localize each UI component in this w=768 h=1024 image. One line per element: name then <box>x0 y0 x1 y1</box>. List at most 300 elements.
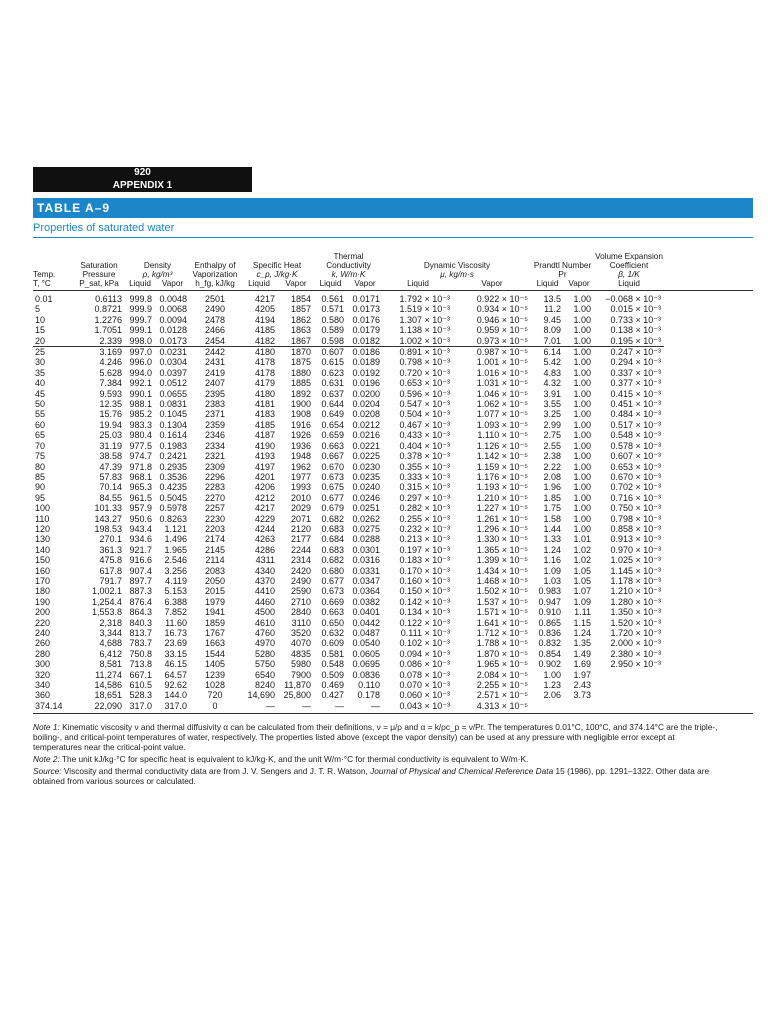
cell-k-vapor: 0.0487 <box>352 628 380 638</box>
cell-k-liquid: 0.598 <box>314 336 347 347</box>
cell-pr-vapor: 1.00 <box>573 492 591 503</box>
cell-cp-liquid: 4183 <box>254 409 275 420</box>
cell-mu-liquid: 0.170 × 10⁻³ <box>399 565 450 576</box>
cell-density-vapor: 6.388 <box>164 596 187 607</box>
cell-mu-vapor: 1.641 × 10⁻⁵ <box>476 617 528 628</box>
cell-beta-liquid: 1.350 × 10⁻³ <box>610 607 661 618</box>
cell-temp: 5 <box>35 304 41 315</box>
cell-cp-vapor: 1854 <box>290 294 311 304</box>
cell-hfg: 2270 <box>204 492 226 503</box>
cell-temp: 35 <box>35 367 46 378</box>
cell-pr-vapor: 1.49 <box>573 648 591 659</box>
cell-cp-vapor: 2010 <box>290 492 311 503</box>
pr-vapor-label: Vapor <box>568 279 590 288</box>
table-notes <box>33 722 723 786</box>
cell-k-vapor: 0.0836 <box>352 669 380 680</box>
cell-density-vapor: 0.1983 <box>159 440 187 451</box>
cell-k-liquid: 0.637 <box>321 388 344 399</box>
cell-density-liquid: 934.6 <box>129 534 152 545</box>
cell-hfg: 2419 <box>204 367 226 378</box>
cell-pr-vapor: 1.07 <box>573 586 591 597</box>
cell-k-liquid: 0.509 <box>321 669 344 680</box>
cell-beta-liquid: 1.178 × 10⁻³ <box>610 575 661 586</box>
cell-beta-liquid: 0.607 × 10⁻³ <box>610 451 661 462</box>
cell-density-liquid: 713.8 <box>129 659 152 670</box>
cell-psat: 4.246 <box>99 357 122 368</box>
cell-cp-vapor: 1926 <box>290 430 311 441</box>
cell-hfg: 2296 <box>204 471 226 482</box>
cell-cp-vapor: 4835 <box>290 648 311 659</box>
cell-k-vapor: 0.0251 <box>352 503 380 514</box>
cell-mu-liquid: 0.043 × 10⁻³ <box>399 700 450 711</box>
cell-mu-liquid: 0.653 × 10⁻³ <box>399 378 450 389</box>
cell-psat: 11,274 <box>95 669 122 680</box>
cell-cp-vapor: 1870 <box>290 347 311 358</box>
cell-beta-liquid: 0.548 × 10⁻³ <box>610 430 661 441</box>
cell-k-vapor: 0.0225 <box>352 451 380 462</box>
cell-mu-vapor: 2.255 × 10⁻⁵ <box>476 680 528 691</box>
cell-mu-vapor: 0.959 × 10⁻⁵ <box>476 325 528 336</box>
cell-cp-vapor: 1908 <box>290 409 311 420</box>
cell-hfg: 2145 <box>204 544 226 555</box>
cell-k-vapor: 0.0171 <box>352 294 380 304</box>
cell-psat: 1,553.8 <box>91 607 122 618</box>
cell-beta-liquid: 1.720 × 10⁻³ <box>610 628 661 638</box>
cell-mu-vapor: 1.468 × 10⁻⁵ <box>476 575 528 586</box>
temp-header <box>33 270 73 279</box>
cell-temp: 180 <box>35 586 51 597</box>
cell-cp-vapor: 1875 <box>290 357 311 368</box>
cell-psat: 791.7 <box>99 575 122 586</box>
cell-density-vapor: 64.57 <box>164 669 187 680</box>
cell-k-vapor: 0.0442 <box>352 617 380 628</box>
psat-header <box>73 261 125 279</box>
cell-pr-liquid: 1.03 <box>543 575 561 586</box>
cp-header <box>240 261 314 279</box>
cell-mu-vapor: 0.922 × 10⁻⁵ <box>476 294 528 304</box>
cell-cp-vapor: 2314 <box>290 555 311 566</box>
enthalpy-unit: h_fg, kJ/kg <box>195 279 235 288</box>
cell-cp-vapor: 1857 <box>290 304 311 315</box>
cell-temp: 240 <box>35 628 51 638</box>
table-title: TABLE A–9 <box>33 198 753 218</box>
cell-hfg: 1028 <box>204 680 226 691</box>
cell-pr-vapor: 1.35 <box>573 638 591 649</box>
cell-k-liquid: 0.427 <box>321 690 344 701</box>
cell-density-liquid: 977.5 <box>129 440 152 451</box>
cell-pr-liquid: 0.910 <box>538 607 561 618</box>
cell-cp-vapor: 2490 <box>290 575 311 586</box>
cell-cp-vapor: 1962 <box>290 461 311 472</box>
cell-cp-vapor: 5980 <box>290 659 311 670</box>
cell-psat: 15.76 <box>99 409 122 420</box>
cell-temp: 100 <box>35 503 51 514</box>
table-subtitle: Properties of saturated water <box>33 222 175 234</box>
cell-k-vapor: 0.0186 <box>352 347 380 358</box>
cell-density-liquid: 750.8 <box>129 648 152 659</box>
cell-mu-vapor: 1.031 × 10⁻⁵ <box>476 378 528 389</box>
note-2 <box>33 754 723 764</box>
cell-mu-vapor: 1.062 × 10⁻⁵ <box>476 399 528 410</box>
cell-density-liquid: 999.8 <box>129 294 152 304</box>
cell-psat: 57.83 <box>99 471 122 482</box>
cell-cp-vapor: 2244 <box>290 544 311 555</box>
cell-pr-vapor: 1.00 <box>573 357 591 368</box>
cell-pr-liquid: 9.45 <box>543 314 561 325</box>
cell-cp-liquid: 4340 <box>254 565 275 576</box>
document-page <box>33 167 753 788</box>
cell-hfg: 2501 <box>204 294 226 304</box>
cell-cp-liquid: 4178 <box>254 357 275 368</box>
cell-cp-vapor: 1900 <box>290 399 311 410</box>
cell-beta-liquid: 1.145 × 10⁻³ <box>610 565 661 576</box>
cell-density-liquid: 957.9 <box>129 503 152 514</box>
cell-cp-liquid: 4181 <box>254 399 275 410</box>
cell-density-vapor: 4.119 <box>165 575 187 586</box>
cell-cp-liquid: 4410 <box>254 586 275 597</box>
cell-density-vapor: 317.0 <box>164 700 187 711</box>
cell-density-liquid: 961.5 <box>129 492 152 503</box>
cell-beta-liquid: 0.015 × 10⁻³ <box>610 304 661 315</box>
cell-k-liquid: 0.677 <box>321 575 344 586</box>
cell-temp: 15 <box>35 325 46 336</box>
cell-k-liquid: 0.679 <box>321 503 344 514</box>
cell-mu-liquid: 0.547 × 10⁻³ <box>399 399 450 410</box>
cell-k-vapor: 0.0196 <box>352 378 380 389</box>
cell-mu-liquid: 0.232 × 10⁻³ <box>399 523 450 534</box>
cell-pr-liquid: 5.42 <box>543 357 561 368</box>
cell-mu-liquid: 0.134 × 10⁻³ <box>399 607 450 618</box>
cell-beta-liquid: 0.670 × 10⁻³ <box>610 471 661 482</box>
cell-cp-vapor: 1977 <box>290 471 311 482</box>
cell-beta-liquid: 1.210 × 10⁻³ <box>610 586 661 597</box>
cell-pr-liquid: 0.983 <box>538 586 561 597</box>
cell-density-liquid: 994.0 <box>129 367 152 378</box>
cell-mu-liquid: 0.891 × 10⁻³ <box>399 347 450 358</box>
cell-mu-vapor: 1.571 × 10⁻⁵ <box>476 607 528 618</box>
cell-pr-liquid: 0.865 <box>538 617 561 628</box>
cell-pr-liquid: 6.14 <box>543 347 561 358</box>
cell-mu-liquid: 0.078 × 10⁻³ <box>399 669 450 680</box>
cell-cp-liquid: 4179 <box>254 378 275 389</box>
cell-beta-liquid: 0.750 × 10⁻³ <box>610 503 661 514</box>
cell-psat: 0.6113 <box>95 294 122 304</box>
cell-temp: 80 <box>35 461 46 472</box>
cell-temp: 55 <box>35 409 46 420</box>
cell-hfg: 2407 <box>204 378 226 389</box>
cell-density-vapor: 0.0094 <box>159 314 187 325</box>
cell-mu-liquid: 0.086 × 10⁻³ <box>399 659 450 670</box>
cp-liquid-label: Liquid <box>248 279 270 288</box>
cell-cp-vapor: 2710 <box>290 596 311 607</box>
cell-mu-vapor: 1.537 × 10⁻⁵ <box>476 596 528 607</box>
cell-mu-vapor: 1.965 × 10⁻⁵ <box>476 659 528 670</box>
cell-beta-liquid: 1.025 × 10⁻³ <box>610 555 661 566</box>
cell-density-vapor: 0.0128 <box>159 325 187 336</box>
cell-k-vapor: 0.0605 <box>352 648 380 659</box>
cell-cp-liquid: 4217 <box>254 294 275 304</box>
cell-cp-liquid: 4178 <box>254 367 275 378</box>
cell-density-liquid: 921.7 <box>129 544 152 555</box>
cell-k-liquid: 0.682 <box>321 555 344 566</box>
cell-beta-liquid <box>594 690 664 700</box>
cell-hfg: 2466 <box>204 325 226 336</box>
cell-temp: 40 <box>35 378 46 389</box>
cell-mu-vapor: 1.788 × 10⁻⁵ <box>476 638 528 649</box>
cell-mu-vapor: 0.987 × 10⁻⁵ <box>476 347 528 358</box>
cell-cp-liquid: 14,690 <box>247 690 275 701</box>
cell-k-vapor: — <box>371 700 380 711</box>
cell-temp: 90 <box>35 482 46 493</box>
cell-density-vapor: 0.5978 <box>159 503 187 514</box>
cell-psat: 70.14 <box>99 482 122 493</box>
cell-cp-liquid: 4212 <box>254 492 275 503</box>
cell-psat: 4,688 <box>99 638 122 649</box>
cell-mu-liquid: 0.282 × 10⁻³ <box>399 503 450 514</box>
cell-mu-liquid: 0.122 × 10⁻³ <box>399 617 450 628</box>
cell-k-liquid: 0.632 <box>321 628 344 638</box>
cell-density-liquid: 997.0 <box>129 347 152 358</box>
cell-pr-vapor: 1.02 <box>573 555 591 566</box>
cell-cp-vapor: 1993 <box>290 482 311 493</box>
cell-cp-vapor: 11,870 <box>284 680 311 691</box>
cell-pr-vapor: 1.00 <box>573 399 591 410</box>
cell-cp-liquid: 4286 <box>254 544 275 555</box>
cell-pr-liquid: 3.91 <box>543 388 561 399</box>
cell-temp: 20 <box>33 336 73 347</box>
cell-pr-vapor: 1.00 <box>573 347 591 358</box>
cell-k-liquid: 0.670 <box>321 461 344 472</box>
cell-hfg: 0 <box>212 700 218 711</box>
cell-beta-liquid: 0.517 × 10⁻³ <box>610 419 661 430</box>
cell-mu-vapor: 1.126 × 10⁻⁵ <box>476 440 528 451</box>
density-unit: ρ, kg/m³ <box>142 270 173 279</box>
density-header <box>125 261 190 279</box>
cell-temp: 374.14 <box>35 700 63 711</box>
cell-density-vapor: 0.1045 <box>159 409 187 420</box>
cell-density-liquid: 783.7 <box>129 638 152 649</box>
cell-k-vapor: 0.0230 <box>352 461 380 472</box>
cell-beta-liquid: −0.068 × 10⁻³ <box>605 294 661 304</box>
cell-k-vapor: 0.0176 <box>352 314 380 325</box>
cell-cp-liquid: 4460 <box>254 596 275 607</box>
cell-beta-liquid: 0.733 × 10⁻³ <box>610 314 661 325</box>
cell-hfg: 2309 <box>204 461 226 472</box>
cell-k-liquid: 0.589 <box>321 325 344 336</box>
cell-k-vapor: 0.0316 <box>352 555 380 566</box>
cell-beta-liquid: 0.337 × 10⁻³ <box>610 367 661 378</box>
cell-density-vapor: 0.8263 <box>159 513 187 524</box>
cell-k-vapor: 0.0331 <box>352 565 380 576</box>
cell-pr-liquid: 1.24 <box>543 544 561 555</box>
cell-beta-liquid <box>594 680 664 690</box>
cell-pr-liquid: 1.75 <box>543 503 561 514</box>
cell-cp-vapor: 1948 <box>290 451 311 462</box>
cell-pr-vapor: 2.43 <box>573 680 591 691</box>
cell-cp-liquid: 4217 <box>254 503 275 514</box>
cell-k-liquid: 0.623 <box>321 367 344 378</box>
psat-header-label: Saturation Pressure <box>80 261 118 279</box>
cell-cp-vapor: 1916 <box>290 419 311 430</box>
cell-psat: 2.339 <box>73 336 125 347</box>
cell-cp-liquid: 4970 <box>254 638 275 649</box>
cell-cp-vapor: 2177 <box>290 534 311 545</box>
cell-beta-liquid: 1.520 × 10⁻³ <box>610 617 661 628</box>
pr-header-label: Prandtl Number <box>533 261 592 270</box>
cell-density-vapor: 16.73 <box>164 628 187 638</box>
cell-pr-liquid: 1.96 <box>543 482 561 493</box>
cell-pr-liquid: 4.83 <box>543 367 561 378</box>
note-1-text: Kinematic viscosity ν and thermal diffusivity α can be calculated from their definitions, ν = μ/ρ and α = k/ρc_p = ν/Pr. The temperatures 0.01°C, 100°C, and 374.14°C are the triple-, boiling-, and critical-point temperatures of water, respectively. The properties listed above (except the vapor density) can be used at any pressure with negligible error except at temperatures near the critical-point value. <box>33 722 718 753</box>
cell-cp-liquid: 4244 <box>254 523 275 534</box>
cp-header-label: Specific Heat <box>252 261 302 270</box>
cell-pr-vapor: 1.09 <box>573 596 591 607</box>
cell-k-vapor: 0.0288 <box>352 534 380 545</box>
cell-cp-liquid: 4500 <box>254 607 275 618</box>
cell-temp: 280 <box>35 648 51 659</box>
cell-hfg: 1979 <box>204 596 226 607</box>
density-liquid-label: Liquid <box>129 279 151 288</box>
cell-hfg: 2015 <box>204 586 226 597</box>
cell-pr-liquid: 2.75 <box>543 430 561 441</box>
cell-cp-liquid: 4311 <box>255 555 275 566</box>
cell-cp-liquid: 4180 <box>254 388 275 399</box>
cell-pr-vapor: 1.00 <box>573 461 591 472</box>
cell-cp-liquid: 4187 <box>254 430 275 441</box>
cell-k-liquid: 0.673 <box>321 586 344 597</box>
cell-temp: 25 <box>35 347 46 358</box>
cell-k-liquid: 0.571 <box>321 304 344 315</box>
cell-mu-vapor: 2.084 × 10⁻⁵ <box>476 669 528 680</box>
source-note <box>33 766 723 786</box>
cell-cp-vapor: 2420 <box>290 565 311 576</box>
cell-psat: 1,002.1 <box>91 586 122 597</box>
cell-hfg: 2334 <box>204 440 226 451</box>
pr-header <box>531 261 594 279</box>
cell-k-liquid: — <box>335 700 344 711</box>
cell-beta-liquid: 0.798 × 10⁻³ <box>610 513 661 524</box>
cell-pr-liquid: 1.85 <box>543 492 561 503</box>
cell-density-vapor: 92.62 <box>164 680 187 691</box>
cell-psat: 25.03 <box>99 430 122 441</box>
cell-density-vapor: 7.852 <box>164 607 187 618</box>
cell-density-liquid: 988.1 <box>129 399 152 410</box>
cell-hfg: 2431 <box>204 357 226 368</box>
cell-k-vapor: 0.110 <box>358 680 380 691</box>
cell-hfg: 2371 <box>204 409 226 420</box>
cell-k-vapor: 0.0301 <box>352 544 380 555</box>
cell-mu-liquid: 0.255 × 10⁻³ <box>399 513 450 524</box>
cell-mu-liquid: 0.197 × 10⁻³ <box>399 544 450 555</box>
cell-hfg: 1767 <box>204 628 226 638</box>
note-2-label: Note 2: <box>33 754 60 765</box>
cell-pr-liquid: 2.55 <box>543 440 561 451</box>
cell-k-liquid: 0.644 <box>321 399 344 410</box>
note-2-text: The unit kJ/kg·°C for specific heat is equivalent to kJ/kg·K, and the unit W/m·°C for thermal conductivity is equivalent to W/m·K. <box>61 754 529 765</box>
cell-psat: 5.628 <box>99 367 122 378</box>
cell-temp: 0.01 <box>35 294 53 304</box>
cell-cp-vapor: 7900 <box>290 669 311 680</box>
cell-cp-vapor: 1885 <box>290 378 311 389</box>
cell-k-vapor: 0.0179 <box>352 325 380 336</box>
cell-mu-vapor: 2.571 × 10⁻⁵ <box>476 690 528 701</box>
cell-pr-vapor: 1.15 <box>573 617 591 628</box>
cell-pr-vapor <box>564 701 594 711</box>
cell-cp-vapor: 1936 <box>290 440 311 451</box>
cell-k-vapor: 0.0364 <box>352 586 380 597</box>
cell-density-vapor: 46.15 <box>164 659 187 670</box>
cell-mu-vapor: 1.016 × 10⁻⁵ <box>476 367 528 378</box>
cell-beta-liquid: 0.653 × 10⁻³ <box>610 461 661 472</box>
cell-psat: 14,586 <box>94 680 122 691</box>
cell-cp-vapor: 25,800 <box>283 690 311 701</box>
cell-density-vapor: 5.153 <box>164 586 187 597</box>
cell-psat: 1.2276 <box>94 314 122 325</box>
cell-mu-liquid: 0.070 × 10⁻³ <box>399 680 450 691</box>
cell-mu-liquid: 0.333 × 10⁻³ <box>399 471 450 482</box>
cell-pr-liquid: 0.947 <box>538 596 561 607</box>
cell-cp-vapor: 1880 <box>290 367 311 378</box>
cell-k-liquid: 0.469 <box>321 680 344 691</box>
cell-pr-liquid: 13.5 <box>543 294 561 304</box>
cell-k-vapor: 0.0240 <box>352 482 380 493</box>
cell-temp: 70 <box>35 440 46 451</box>
cell-mu-vapor: 1.176 × 10⁻⁵ <box>476 471 528 482</box>
cell-density-liquid: 999.9 <box>129 304 152 315</box>
cell-beta-liquid: 0.377 × 10⁻³ <box>610 378 661 389</box>
cell-cp-liquid: 4193 <box>254 451 275 462</box>
cell-psat: 18,651 <box>94 690 122 701</box>
cell-hfg: 2050 <box>204 575 226 586</box>
cell-k-liquid: 0.663 <box>321 607 344 618</box>
cell-k-vapor: 0.0212 <box>352 419 380 430</box>
cell-k-liquid: 0.548 <box>321 659 344 670</box>
cell-beta-liquid: 2.950 × 10⁻³ <box>610 659 661 670</box>
cell-hfg: 2283 <box>204 482 226 493</box>
cell-mu-liquid: 0.720 × 10⁻³ <box>399 367 450 378</box>
cell-k-liquid: 0.649 <box>321 409 344 420</box>
cell-cp-vapor: 2029 <box>290 503 311 514</box>
cell-temp: 50 <box>35 399 46 410</box>
cell-cp-liquid: 4190 <box>254 440 275 451</box>
cell-density-vapor: 0.1304 <box>159 419 187 430</box>
cell-pr-vapor: 1.05 <box>573 575 591 586</box>
cell-density-vapor: 23.69 <box>164 638 187 649</box>
cell-cp-vapor: 1863 <box>290 325 311 336</box>
cell-psat: 1,254.4 <box>91 596 122 607</box>
cell-temp: 150 <box>35 555 51 566</box>
cell-hfg: 2083 <box>204 565 226 576</box>
cp-unit: c_p, J/kg·K <box>256 270 298 279</box>
cell-mu-liquid: 0.160 × 10⁻³ <box>399 575 450 586</box>
cell-pr-liquid: 0.836 <box>538 628 561 638</box>
cell-pr-vapor: 1.24 <box>573 628 591 638</box>
cell-mu-liquid: 0.355 × 10⁻³ <box>399 461 450 472</box>
cell-beta-liquid: 0.578 × 10⁻³ <box>610 440 661 451</box>
cell-hfg: 2359 <box>204 419 226 430</box>
cell-mu-vapor: 1.399 × 10⁻⁵ <box>476 555 528 566</box>
cell-psat: 3.169 <box>99 347 122 358</box>
cell-mu-liquid: 0.060 × 10⁻³ <box>399 690 450 701</box>
cell-cp-vapor: 1862 <box>290 314 311 325</box>
cell-pr-vapor: 1.69 <box>573 659 591 670</box>
cell-k-liquid: 0.680 <box>321 565 344 576</box>
cell-pr-vapor: 1.00 <box>573 325 591 336</box>
cell-mu-liquid: 0.111 × 10⁻³ <box>400 628 450 638</box>
cell-k-liquid: 0.615 <box>321 357 344 368</box>
cell-pr-vapor: 1.00 <box>573 451 591 462</box>
cell-hfg: 2490 <box>204 304 226 315</box>
